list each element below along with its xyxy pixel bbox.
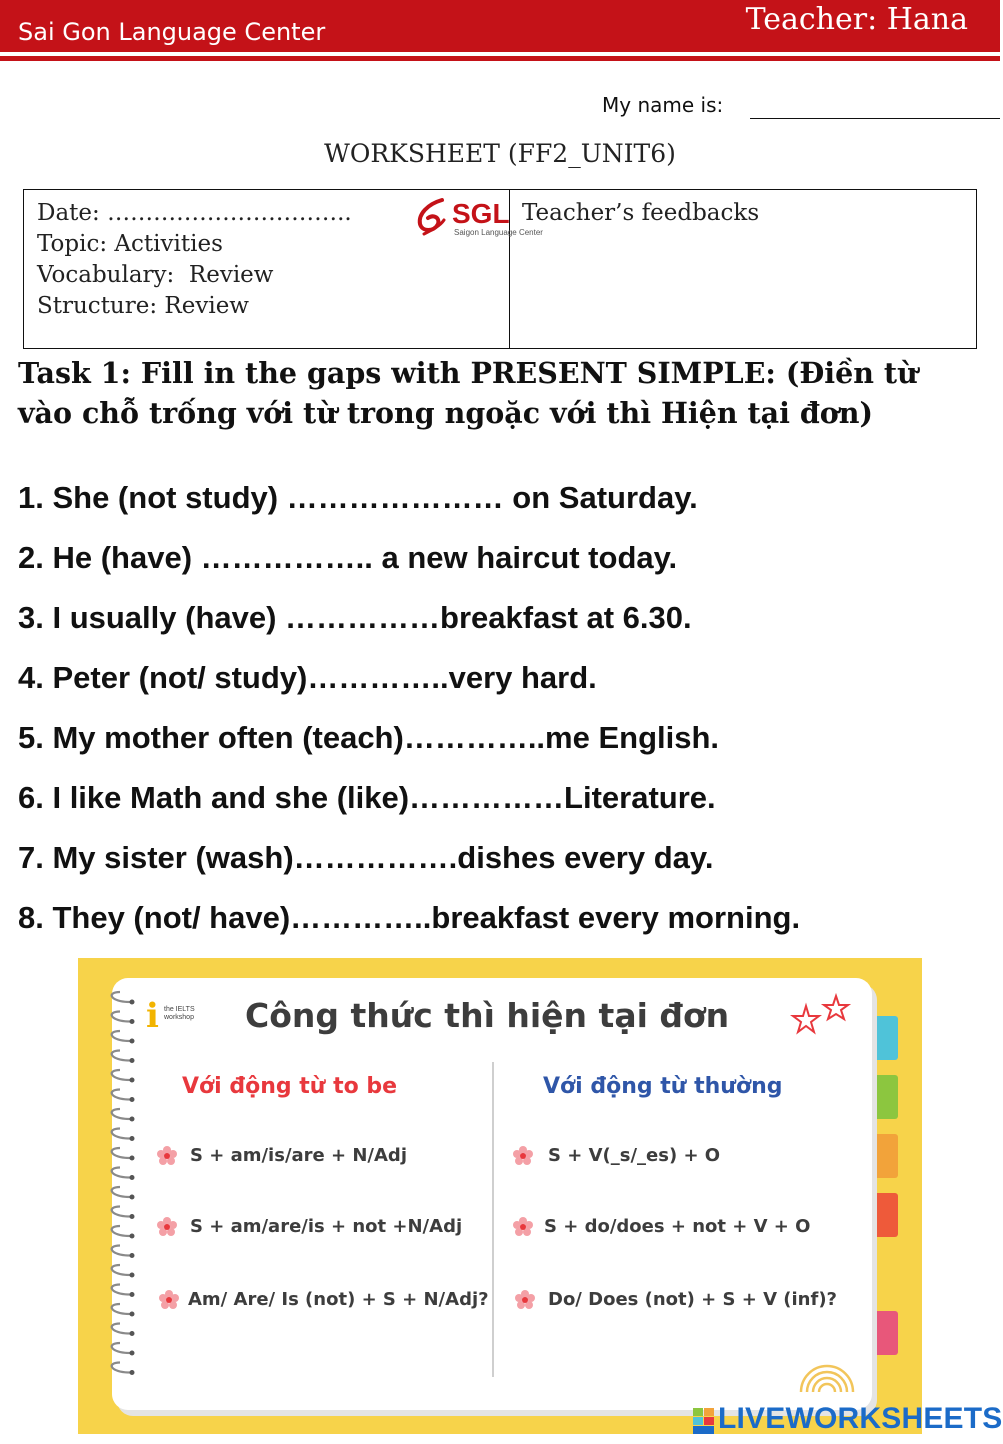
spiral-hole	[130, 1156, 135, 1161]
grammar-card-title: Công thức thì hiện tại đơn	[245, 996, 730, 1035]
flower-bullet-icon	[512, 1216, 534, 1238]
sgl-logo-text: SGL	[452, 198, 510, 229]
lesson-info	[37, 198, 352, 322]
spiral-ring	[112, 1148, 130, 1158]
notebook-tab-green	[870, 1075, 898, 1119]
task-item-4[interactable]: 4. Peter (not/ study)…………..very hard.	[18, 660, 597, 695]
task-item-6[interactable]: 6. I like Math and she (like)……………Literature.	[18, 780, 716, 815]
spiral-hole	[130, 1195, 135, 1200]
stars-icon	[788, 994, 858, 1044]
notebook-tab-blue	[870, 1016, 898, 1060]
spiral-ring	[112, 1031, 130, 1041]
task-item-7[interactable]: 7. My sister (wash)…………….dishes every day.	[18, 840, 714, 875]
flower-bullet-icon	[156, 1216, 178, 1238]
spiral-hole	[130, 1039, 135, 1044]
regular-verb-heading: Với động từ thường	[543, 1074, 783, 1099]
task-1-list	[18, 478, 800, 958]
spiral-ring	[112, 1246, 130, 1256]
spiral-ring	[112, 1187, 130, 1197]
teacher-name: Teacher: Hana	[745, 2, 968, 37]
flower-bullet-icon	[512, 1145, 534, 1167]
spiral-hole	[130, 1175, 135, 1180]
flower-bullet-icon	[156, 1145, 178, 1167]
liveworksheets-logo-icon	[693, 1408, 715, 1434]
spiral-ring	[112, 1070, 130, 1080]
to-be-negative-formula: S + am/are/is + not +N/Adj	[190, 1216, 463, 1237]
liveworksheets-watermark: LIVEWORKSHEETS	[718, 1402, 1003, 1435]
task-item-8[interactable]: 8. They (not/ have)…………..breakfast every morning.	[18, 900, 801, 935]
spiral-ring	[112, 1343, 130, 1353]
name-label: My name is:	[602, 93, 724, 117]
spiral-hole	[130, 1234, 135, 1239]
spiral-ring	[112, 1090, 130, 1100]
spiral-ring	[112, 1012, 130, 1022]
column-divider	[492, 1062, 494, 1377]
sgl-swirl-icon	[414, 196, 450, 236]
flower-bullet-icon	[514, 1289, 536, 1311]
task-item-2[interactable]: 2. He (have) …………….. a new haircut today.	[18, 540, 678, 575]
flower-bullet-icon	[158, 1289, 180, 1311]
worksheet-title: WORKSHEET (FF2_UNIT6)	[324, 139, 676, 168]
spiral-ring	[112, 992, 130, 1002]
to-be-affirmative-formula: S + am/is/are + N/Adj	[190, 1145, 407, 1166]
task-item-5[interactable]: 5. My mother often (teach)…………..me English.	[18, 720, 720, 755]
sgl-logo	[414, 196, 543, 238]
spiral-hole	[130, 1292, 135, 1297]
center-name: Sai Gon Language Center	[18, 18, 326, 46]
notebook-tab-red	[870, 1193, 898, 1237]
spiral-hole	[130, 1117, 135, 1122]
spiral-hole	[130, 1370, 135, 1375]
task-1-heading: Task 1: Fill in the gaps with PRESENT SIMPLE: (Điền từ vào chỗ trống với từ trong ngoặc với thì Hiện tại đơn)	[18, 356, 918, 430]
task-item-3[interactable]: 3. I usually (have) ……………breakfast at 6.30.	[18, 600, 692, 635]
to-be-heading: Với động từ to be	[182, 1074, 398, 1099]
regular-affirmative-formula: S + V(_s/_es) + O	[548, 1145, 721, 1166]
rainbow-icon	[795, 1354, 859, 1394]
spiral-hole	[130, 1136, 135, 1141]
date-field: Date: …………………………..	[37, 200, 352, 226]
spiral-hole	[130, 1253, 135, 1258]
info-table	[23, 189, 977, 349]
spiral-hole	[130, 1078, 135, 1083]
header-divider	[0, 56, 1000, 61]
notebook-tab-pink	[870, 1311, 898, 1355]
regular-question-formula: Do/ Does (not) + S + V (inf)?	[548, 1289, 837, 1310]
topic-field: Topic: Activities	[37, 231, 223, 257]
spiral-rings-icon	[100, 990, 144, 1380]
spiral-ring	[112, 1168, 130, 1178]
spiral-hole	[130, 1058, 135, 1063]
spiral-ring	[112, 1285, 130, 1295]
spiral-hole	[130, 1312, 135, 1317]
spiral-hole	[130, 1351, 135, 1356]
spiral-hole	[130, 1273, 135, 1278]
teacher-feedback-label: Teacher’s feedbacks	[522, 200, 760, 226]
spiral-hole	[130, 1331, 135, 1336]
structure-field: Structure: Review	[37, 293, 249, 319]
spiral-ring	[112, 1226, 130, 1236]
spiral-ring	[112, 1324, 130, 1334]
spiral-hole	[130, 1019, 135, 1024]
vocabulary-field: Vocabulary: Review	[37, 262, 274, 288]
notebook-tab-orange	[870, 1134, 898, 1178]
spiral-ring	[112, 1051, 130, 1061]
spiral-hole	[130, 1214, 135, 1219]
task-item-1[interactable]: 1. She (not study) ………………… on Saturday.	[18, 480, 698, 515]
spiral-ring	[112, 1304, 130, 1314]
spiral-ring	[112, 1363, 130, 1373]
ielts-workshop-logo-icon: i	[146, 996, 159, 1036]
name-input-line[interactable]	[750, 118, 1000, 119]
spiral-ring	[112, 1129, 130, 1139]
spiral-hole	[130, 1097, 135, 1102]
ielts-workshop-logo-text: the IELTS workshop	[164, 1006, 195, 1021]
spiral-ring	[112, 1109, 130, 1119]
to-be-question-formula: Am/ Are/ Is (not) + S + N/Adj?	[188, 1289, 489, 1310]
spiral-ring	[112, 1265, 130, 1275]
sgl-logo-subtext: Saigon Language Center	[454, 228, 543, 237]
regular-negative-formula: S + do/does + not + V + O	[544, 1216, 811, 1237]
spiral-ring	[112, 1207, 130, 1217]
spiral-hole	[130, 1000, 135, 1005]
